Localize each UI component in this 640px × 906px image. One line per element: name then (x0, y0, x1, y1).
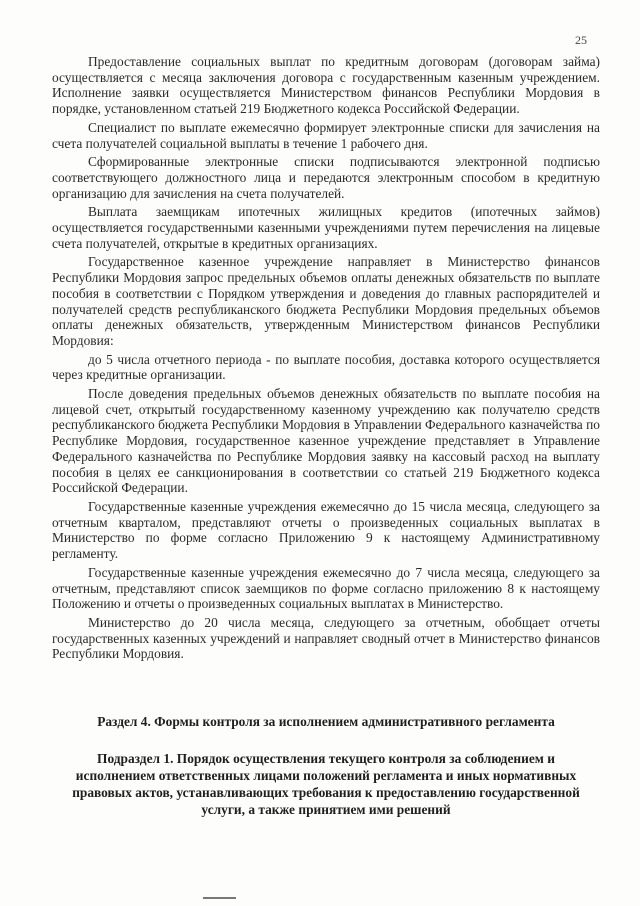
subsection-heading: Подраздел 1. Порядок осуществления текущего контроля за соблюдением и исполнением ответственных лицами положений регламента и иных нормативных правовых актов, устанавливающих требования к предоставлению государственной услуги, а также принятием ими решений (72, 751, 580, 817)
paragraph: до 5 числа отчетного периода - по выплате пособия, доставка которого осуществляется через кредитные организации. (52, 351, 600, 383)
paragraph: После доведения предельных объемов денежных обязательств по выплате пособия на лицевой счет, открытый государственному казенному учреждению как получателю средств республиканского бюджета Республики Мордовия в Управлении Федерального казначейства по Республике Мордовия, государственное казенное учреждение представляет в Управление Федерального казначейства по Республике Мордовия заявку на кассовый расход на выплату пособия в целях ее санкционирования в соответствии со статьей 219 Бюджетного кодекса Российской Федерации. (52, 386, 600, 496)
paragraph: Выплата заемщикам ипотечных жилищных кредитов (ипотечных займов) осуществляется государственными казенными учреждениями путем перечисления на лицевые счета получателей, открытые в кредитных организациях. (52, 204, 600, 251)
paragraph: Государственные казенные учреждения ежемесячно до 15 числа месяца, следующего за отчетным кварталом, представляют отчеты о произведенных социальных выплатах в Министерство по форме согласно Приложению 9 к настоящему Административному регламенту. (52, 498, 600, 562)
paragraph: Сформированные электронные списки подписываются электронной подписью соответствующего должностного лица и передаются электронным способом в кредитную организацию для зачисления на счета получателей. (52, 154, 600, 201)
paragraph: Предоставление социальных выплат по кредитным договорам (договорам займа) осуществляется с месяца заключения договора с государственным казенным учреждением. Исполнение заявки осуществляется Министерством финансов Республики Мордовия в порядке, установленном статьей 219 Бюджетного кодекса Российской Федерации. (52, 54, 600, 117)
section-heading: Раздел 4. Формы контроля за исполнением административного регламента (97, 714, 555, 729)
paragraph: Министерство до 20 числа месяца, следующего за отчетным, обобщает отчеты государственных казенных учреждений и направляет сводный отчет в Министерство финансов Республики Мордовия. (52, 614, 600, 662)
paragraph: Государственные казенные учреждения ежемесячно до 7 числа месяца, следующего за отчетным, представляют список заемщиков по форме согласно приложению 8 к настоящему Положению и отчеты о произведенных социальных выплатах в Министерство. (52, 564, 600, 612)
page-number: 25 (575, 33, 587, 47)
paragraph: Государственное казенное учреждение направляет в Министерство финансов Республики Мордовия запрос предельных объемов оплаты денежных обязательств по выплате пособия в соответствии с Порядком утверждения и доведения до главных распорядителей и получателей средств республиканского бюджета Республики Мордовия предельных объемов оплаты денежных обязательств, утвержденным Министерством финансов Республики Мордовия: (52, 254, 600, 348)
scan-artifact-line (203, 897, 236, 899)
paragraph: Специалист по выплате ежемесячно формирует электронные списки для зачисления на счета получателей социальной выплаты в течение 1 рабочего дня. (52, 119, 600, 151)
body-text (52, 54, 600, 665)
